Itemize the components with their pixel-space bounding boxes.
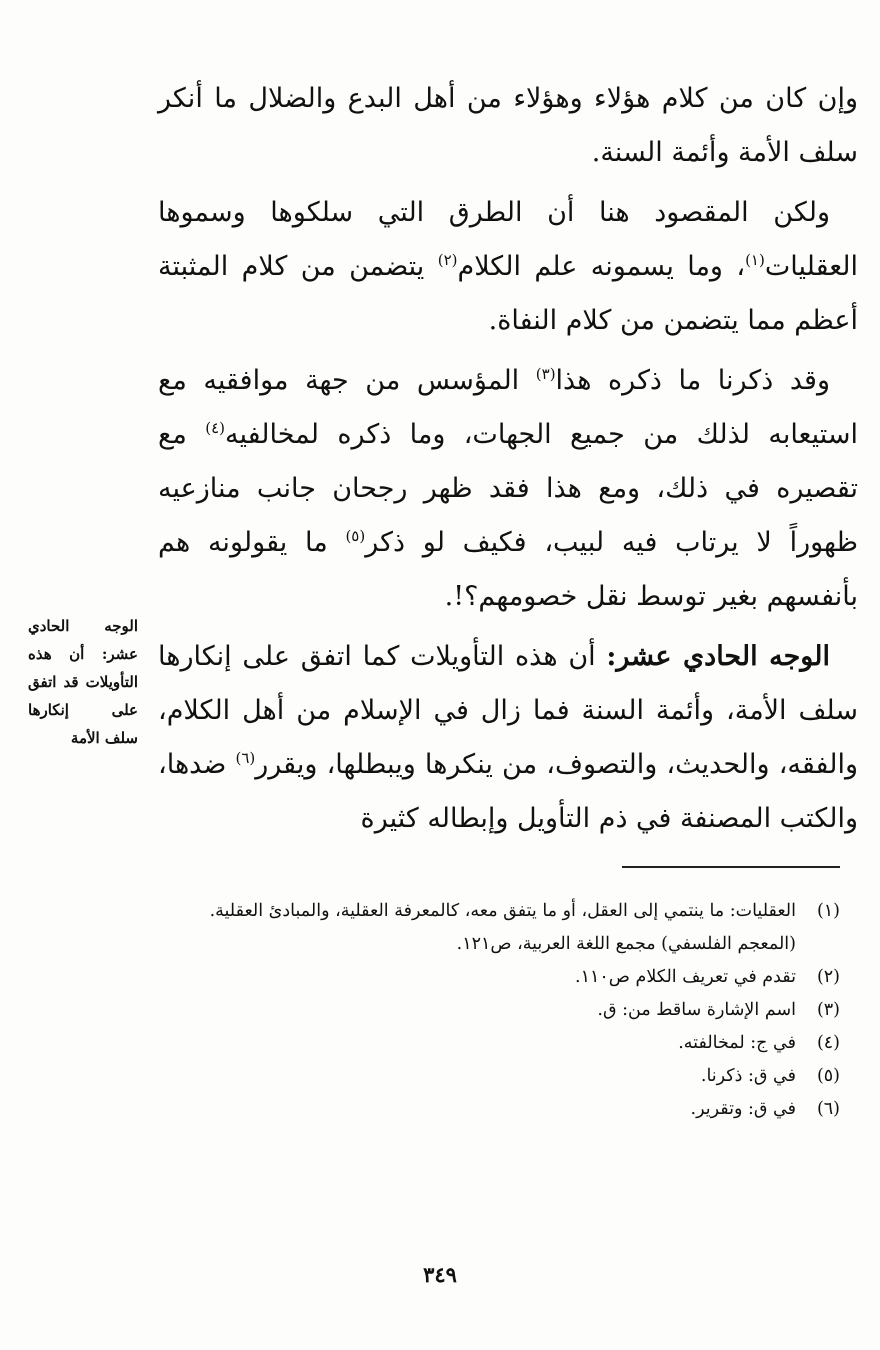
footnote-number: (١) bbox=[816, 901, 840, 921]
page-number: ٣٤٩ bbox=[423, 1262, 457, 1287]
footnote-ref-1[interactable]: (١) bbox=[745, 251, 765, 269]
footnote-line: في ق: ذكرنا. bbox=[700, 1066, 796, 1086]
text-run: أن هذه التأويلات كما اتفق على إنكارها سلف الأمة، وأئمة السنة فما زال في الإسلام من أهل الكلام، والفقه، والحديث، والتصوف، من ينكرها ويبطلها، ويقرر bbox=[158, 641, 858, 780]
footnote-6 bbox=[150, 1093, 840, 1126]
footnote-line: اسم الإشارة ساقط من: ق. bbox=[597, 1000, 796, 1020]
footnote-number: (٦) bbox=[816, 1099, 840, 1119]
main-text bbox=[158, 72, 858, 846]
footnote-separator bbox=[622, 866, 840, 868]
footnote-number: (٢) bbox=[816, 967, 840, 987]
text-run: المؤسس من جهة موافقيه مع استيعابه لذلك من جميع الجهات، وما ذكره لمخالفيه bbox=[158, 365, 859, 450]
margin-note: الوجه الحادي عشر: أن هذه التأويلات قد اتفق على إنكارها سلف الأمة bbox=[28, 617, 138, 747]
paragraph-4 bbox=[158, 630, 858, 846]
paragraph-3 bbox=[158, 354, 858, 624]
text-run: ولكن المقصود هنا أن الطرق التي سلكوها وسموها العقليات bbox=[158, 197, 858, 282]
footnote-ref-5[interactable]: (٥) bbox=[345, 527, 366, 545]
text-run: مع تقصيره في ذلك، ومع هذا فقد ظهر رجحان جانب منازعيه ظهوراً لا يرتاب فيه لبيب، فكيف لو ذكر bbox=[158, 419, 858, 558]
footnote-5 bbox=[150, 1060, 840, 1093]
text-run: ، وما يسمونه علم الكلام bbox=[457, 251, 746, 282]
footnote-ref-4[interactable]: (٤) bbox=[205, 419, 225, 437]
paragraph-2 bbox=[158, 186, 858, 348]
footnote-ref-2[interactable]: (٢) bbox=[437, 251, 458, 269]
text-run: يتضمن من كلام المثبتة أعظم مما يتضمن من كلام النفاة. bbox=[158, 251, 858, 336]
footnote-line: (المعجم الفلسفي) مجمع اللغة العربية، ص١٢١. bbox=[456, 934, 796, 954]
text-run: ضدها، والكتب المصنفة في ذم التأويل وإبطاله كثيرة bbox=[158, 749, 858, 834]
footnote-1 bbox=[150, 895, 840, 961]
footnote-line: العقليات: ما ينتمي إلى العقل، أو ما يتفق معه، كالمعرفة العقلية، والمبادئ العقلية. bbox=[209, 901, 796, 921]
footnote-ref-3[interactable]: (٣) bbox=[535, 365, 556, 383]
footnote-2 bbox=[150, 961, 840, 994]
paragraph-1: وإن كان من كلام هؤلاء وهؤلاء من أهل البدع والضلال ما أنكر سلف الأمة وأئمة السنة. bbox=[158, 83, 858, 168]
footnote-line: في ق: وتقرير. bbox=[690, 1099, 796, 1119]
footnote-number: (٣) bbox=[816, 1000, 840, 1020]
footnotes bbox=[150, 895, 840, 1126]
text-run: ما يقولونه هم بأنفسهم بغير توسط نقل خصومهم؟!. bbox=[158, 527, 858, 612]
footnote-number: (٥) bbox=[816, 1066, 840, 1086]
section-heading: الوجه الحادي عشر: bbox=[606, 641, 830, 672]
footnote-ref-6[interactable]: (٦) bbox=[235, 749, 256, 767]
footnote-3 bbox=[150, 994, 840, 1027]
footnote-line: تقدم في تعريف الكلام ص١١٠. bbox=[575, 967, 796, 987]
footnote-line: في ج: لمخالفته. bbox=[678, 1033, 796, 1053]
footnote-number: (٤) bbox=[816, 1033, 840, 1053]
footnote-4 bbox=[150, 1027, 840, 1060]
text-run: وقد ذكرنا ما ذكره هذا bbox=[555, 365, 830, 396]
